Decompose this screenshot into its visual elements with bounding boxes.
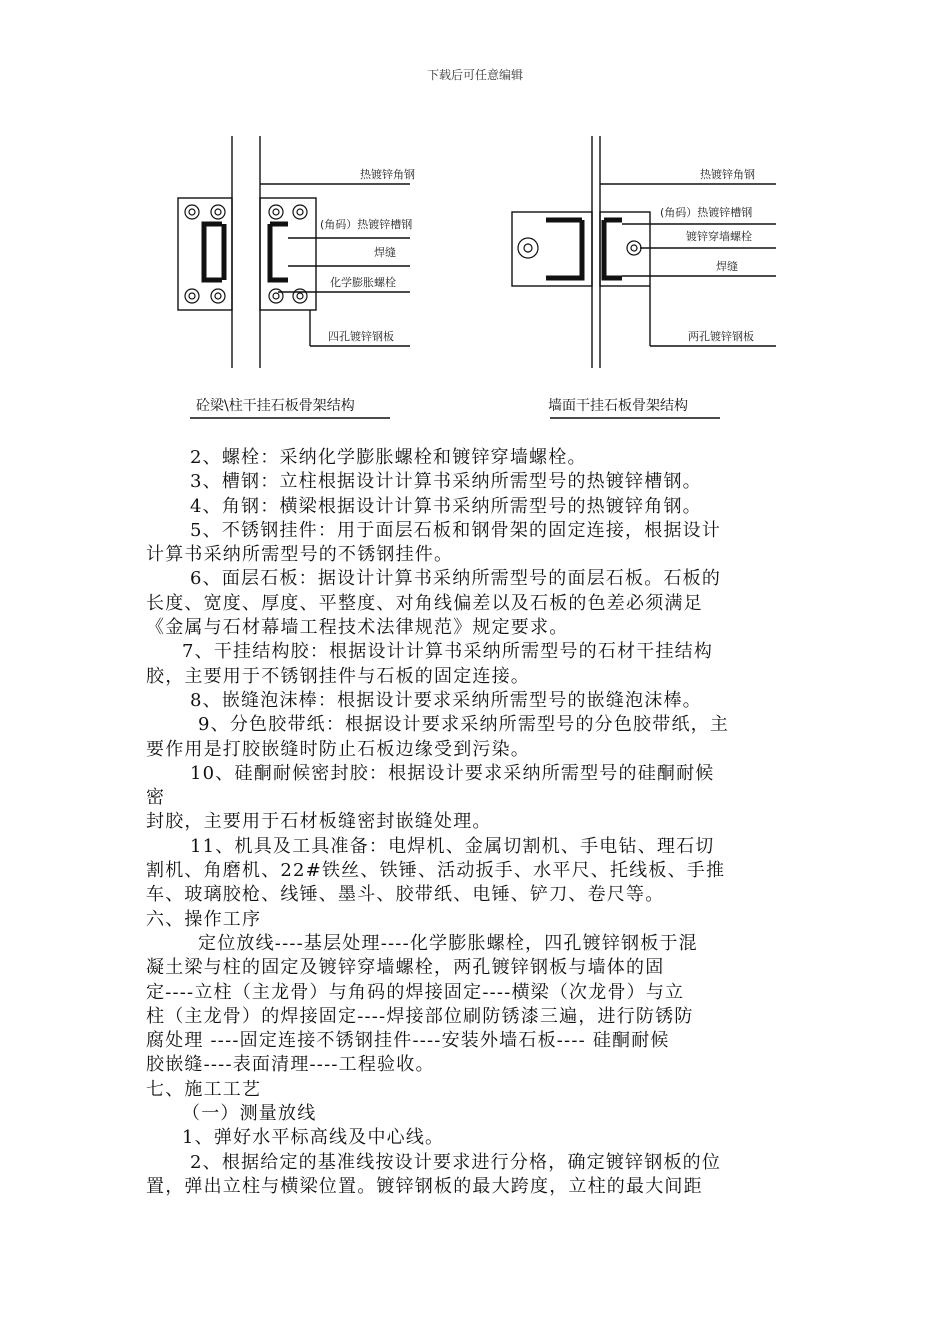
body-text <box>146 446 806 1199</box>
left-label-2: (角码）热镀锌槽钢 <box>320 218 413 231</box>
right-diagram-title: 墙面干挂石板骨架结构 <box>548 398 688 414</box>
right-label-3: 镀锌穿墙螺栓 <box>686 230 752 243</box>
body-line: 胶嵌缝----表面清理----工程验收。 <box>146 1054 435 1076</box>
structure-diagram <box>160 128 800 428</box>
left-label-1: 热镀锌角钢 <box>360 168 415 181</box>
right-label-4: 焊缝 <box>716 260 738 273</box>
body-line: 8、嵌缝泡沫棒：根据设计要求采纳所需型号的嵌缝泡沫棒。 <box>190 689 702 711</box>
body-line: 封胶，主要用于石材板缝密封嵌缝处理。 <box>146 811 492 833</box>
left-label-5: 四孔镀锌钢板 <box>328 330 394 343</box>
body-line: 5、不锈钢挂件：用于面层石板和钢骨架的固定连接，根据设计 <box>190 519 722 541</box>
body-line: 1、弹好水平标高线及中心线。 <box>182 1127 445 1149</box>
body-line: 定----立柱（主龙骨）与角码的焊接固定----横梁（次龙骨）与立 <box>146 981 685 1003</box>
body-line: 割机、角磨机、22#铁丝、铁锤、活动扳手、水平尺、托线板、手推 <box>146 860 726 882</box>
body-line: 9、分色胶带纸：根据设计要求采纳所需型号的分色胶带纸，主 <box>198 714 730 736</box>
body-line: 要作用是打胶嵌缝时防止石板边缘受到污染。 <box>146 738 530 760</box>
body-line: 长度、宽度、厚度、平整度、对角线偏差以及石板的色差必须满足 <box>146 592 703 614</box>
section-heading: 六、操作工序 <box>146 908 262 930</box>
body-line: 2、螺栓：采纳化学膨胀螺栓和镀锌穿墙螺栓。 <box>190 447 587 468</box>
body-line: 胶，主要用于不锈钢挂件与石板的固定连接。 <box>146 665 530 687</box>
left-diagram-title: 砼梁\柱干挂石板骨架结构 <box>196 398 355 414</box>
left-label-3: 焊缝 <box>374 246 396 259</box>
left-label-4: 化学膨胀螺栓 <box>330 276 396 289</box>
body-line: 4、角钢：横梁根据设计计算书采纳所需型号的热镀锌角钢。 <box>190 495 702 517</box>
body-line: 车、玻璃胶枪、线锤、墨斗、胶带纸、电锤、铲刀、卷尺等。 <box>146 884 665 906</box>
body-line: 10、硅酮耐候密封胶：根据设计要求采纳所需型号的硅酮耐候 <box>190 762 715 784</box>
body-line: 3、槽钢：立柱根据设计计算书采纳所需型号的热镀锌槽钢。 <box>190 471 702 493</box>
body-line: 定位放线----基层处理----化学膨胀螺栓，四孔镀锌钢板于混 <box>198 932 698 954</box>
body-line: 凝土梁与柱的固定及镀锌穿墙螺栓，两孔镀锌钢板与墙体的固 <box>146 957 665 979</box>
body-line: 11、机具及工具准备：电焊机、金属切割机、手电钻、理石切 <box>190 835 715 857</box>
page-header-note: 下载后可任意编辑 <box>426 68 523 82</box>
body-line: 2、根据给定的基准线按设计要求进行分格，确定镀锌钢板的位 <box>190 1151 722 1173</box>
right-label-1: 热镀锌角钢 <box>700 168 755 181</box>
body-line: 置，弹出立柱与横梁位置。镀锌钢板的最大跨度，立柱的最大间距 <box>146 1175 703 1197</box>
body-line: 计算书采纳所需型号的不锈钢挂件。 <box>146 544 454 566</box>
body-line: 腐处理 ----固定连接不锈钢挂件----安装外墙石板---- 硅酮耐候 <box>146 1030 670 1052</box>
body-line: 《金属与石材幕墙工程技术法律规范》规定要求。 <box>146 617 569 639</box>
right-label-2: (角码）热镀锌槽钢 <box>660 206 753 219</box>
body-line: 柱（主龙骨）的焊接固定----焊接部位刷防锈漆三遍，进行防锈防 <box>146 1005 694 1027</box>
section-heading: 七、施工工艺 <box>146 1078 262 1100</box>
right-label-5: 两孔镀锌钢板 <box>688 330 754 343</box>
subsection-heading: （一）测量放线 <box>182 1103 317 1125</box>
body-line: 7、干挂结构胶：根据设计计算书采纳所需型号的石材干挂结构 <box>182 641 714 663</box>
body-line: 6、面层石板：据设计计算书采纳所需型号的面层石板。石板的 <box>190 568 722 590</box>
body-line: 密 <box>146 787 166 809</box>
